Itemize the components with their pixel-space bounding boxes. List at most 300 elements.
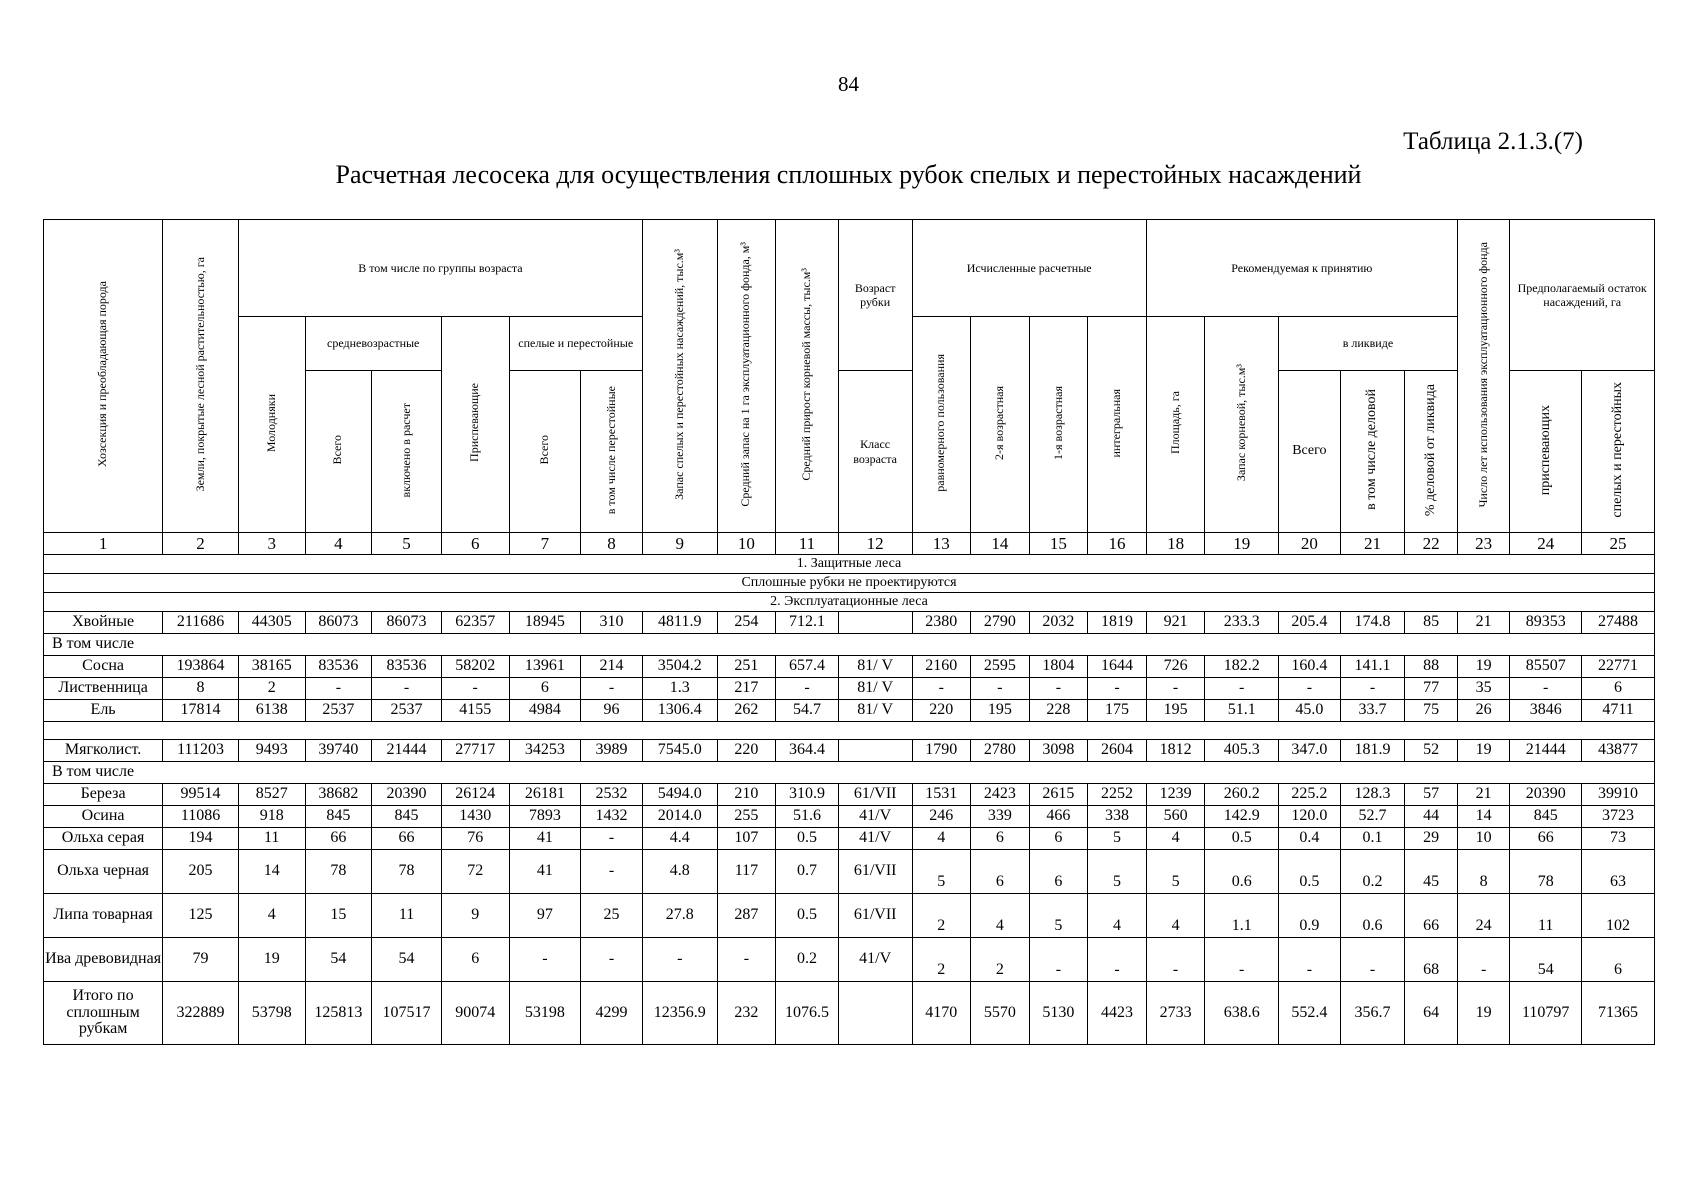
- table-cell: 78: [372, 850, 442, 894]
- section-no-clearcut: Сплошные рубки не проектируются: [44, 574, 1655, 593]
- column-number: 12: [838, 533, 912, 555]
- table-cell: 2733: [1146, 982, 1205, 1045]
- species-name: Мягколист.: [44, 740, 163, 762]
- table-cell: 405.3: [1205, 740, 1279, 762]
- table-cell: -: [305, 678, 372, 700]
- table-cell: 85: [1405, 612, 1458, 634]
- table-cell: 78: [1510, 850, 1582, 894]
- table-cell: 41/V: [838, 938, 912, 982]
- table-cell: 83536: [305, 656, 372, 678]
- header-recommended: Рекомендуемая к принятию: [1146, 220, 1457, 317]
- species-name: Сосна: [44, 656, 163, 678]
- table-cell: -: [1146, 678, 1205, 700]
- table-row: [44, 784, 1655, 806]
- table-cell: 3504.2: [642, 656, 717, 678]
- column-number: 1: [44, 533, 163, 555]
- header-col12: Класс возраста: [838, 371, 912, 533]
- section-protective: 1. Защитные леса: [44, 555, 1655, 574]
- table-cell: 251: [717, 656, 776, 678]
- table-cell: 18945: [509, 612, 581, 634]
- table-cell: 107: [717, 828, 776, 850]
- table-cell: 66: [1405, 894, 1458, 938]
- table-cell: 29: [1405, 828, 1458, 850]
- table-cell: 44: [1405, 806, 1458, 828]
- table-cell: 5130: [1029, 982, 1088, 1045]
- table-cell: -: [717, 938, 776, 982]
- table-cell: 0.2: [776, 938, 839, 982]
- table-cell: 110797: [1510, 982, 1582, 1045]
- table-cell: 5: [1088, 828, 1147, 850]
- table-cell: 24: [1457, 894, 1510, 938]
- table-cell: 0.7: [776, 850, 839, 894]
- table-cell: 0.5: [776, 894, 839, 938]
- table-cell: 38682: [305, 784, 372, 806]
- table-cell: -: [642, 938, 717, 982]
- table-row: [44, 806, 1655, 828]
- table-cell: [838, 982, 912, 1045]
- table-cell: 96: [581, 700, 643, 722]
- table-cell: 14: [238, 850, 305, 894]
- table-cell: 39740: [305, 740, 372, 762]
- table-cell: 310: [581, 612, 643, 634]
- header-col3: Молодняки: [238, 317, 305, 533]
- table-cell: 211686: [163, 612, 239, 634]
- table-cell: 2604: [1088, 740, 1147, 762]
- table-cell: 225.2: [1279, 784, 1341, 806]
- header-col20: Всего: [1279, 371, 1341, 533]
- table-cell: 921: [1146, 612, 1205, 634]
- table-cell: 21444: [372, 740, 442, 762]
- table-cell: 26181: [509, 784, 581, 806]
- species-name: Ель: [44, 700, 163, 722]
- table-cell: 4155: [441, 700, 509, 722]
- species-name: Ольха серая: [44, 828, 163, 850]
- table-cell: -: [1510, 678, 1582, 700]
- table-cell: 3989: [581, 740, 643, 762]
- table-row: [44, 828, 1655, 850]
- table-cell: 175: [1088, 700, 1147, 722]
- subheading-row: [44, 634, 1655, 656]
- header-col11: Средний прирост корневой массы, тыс.м³: [776, 220, 839, 533]
- table-cell: 195: [1146, 700, 1205, 722]
- table-header: [44, 220, 1655, 533]
- table-row: [44, 678, 1655, 700]
- table-row: [44, 700, 1655, 722]
- table-cell: 51.1: [1205, 700, 1279, 722]
- table-cell: 63: [1582, 850, 1655, 894]
- table-cell: 339: [971, 806, 1030, 828]
- column-number: 13: [912, 533, 971, 555]
- table-cell: 246: [912, 806, 971, 828]
- table-cell: 61/VII: [838, 784, 912, 806]
- table-cell: 13961: [509, 656, 581, 678]
- header-col13: равномерного пользования: [912, 317, 971, 533]
- table-cell: 66: [1510, 828, 1582, 850]
- column-number: 4: [305, 533, 372, 555]
- table-cell: 4: [912, 828, 971, 850]
- table-cell: 2532: [581, 784, 643, 806]
- table-cell: 845: [1510, 806, 1582, 828]
- table-cell: 233.3: [1205, 612, 1279, 634]
- table-cell: 79: [163, 938, 239, 982]
- table-cell: 22771: [1582, 656, 1655, 678]
- table-cell: 195: [971, 700, 1030, 722]
- table-cell: 27488: [1582, 612, 1655, 634]
- total-row: [44, 982, 1655, 1045]
- column-number: 6: [441, 533, 509, 555]
- header-col1: Хозсекция и преобладающая порода: [44, 220, 163, 533]
- table-cell: 0.5: [1205, 828, 1279, 850]
- table-cell: 2537: [372, 700, 442, 722]
- table-cell: 81/ V: [838, 700, 912, 722]
- header-col18: Площадь, га: [1146, 317, 1205, 533]
- table-cell: 89353: [1510, 612, 1582, 634]
- table-cell: -: [509, 938, 581, 982]
- table-cell: 8: [1457, 850, 1510, 894]
- column-number: 10: [717, 533, 776, 555]
- subheading-label: В том числе: [44, 634, 1655, 656]
- table-cell: 45: [1405, 850, 1458, 894]
- table-cell: 125: [163, 894, 239, 938]
- column-number: 3: [238, 533, 305, 555]
- table-cell: 75: [1405, 700, 1458, 722]
- table-cell: 78: [305, 850, 372, 894]
- table-cell: 86073: [305, 612, 372, 634]
- table-cell: 232: [717, 982, 776, 1045]
- table-cell: 5: [1146, 850, 1205, 894]
- table-cell: -: [1340, 678, 1405, 700]
- table-cell: 4: [1146, 894, 1205, 938]
- table-row: [44, 850, 1655, 894]
- table-cell: 2380: [912, 612, 971, 634]
- header-col10: Средний запас на 1 га эксплуатационного фонда, м³: [717, 220, 776, 533]
- section-row: [44, 593, 1655, 612]
- species-name: Итого по сплошным рубкам: [44, 982, 163, 1045]
- table-row: [44, 656, 1655, 678]
- table-cell: -: [1029, 938, 1088, 982]
- table-cell: 322889: [163, 982, 239, 1045]
- table-cell: 41: [509, 828, 581, 850]
- table-cell: 73: [1582, 828, 1655, 850]
- table-row: [44, 612, 1655, 634]
- species-name: Береза: [44, 784, 163, 806]
- table-row: [44, 938, 1655, 982]
- table-cell: 54: [372, 938, 442, 982]
- subheading-row: [44, 762, 1655, 784]
- table-cell: 107517: [372, 982, 442, 1045]
- table-cell: 3098: [1029, 740, 1088, 762]
- table-cell: 52: [1405, 740, 1458, 762]
- header-col16: интегральная: [1088, 317, 1147, 533]
- header-group-age: В том числе по группы возраста: [238, 220, 642, 317]
- table-cell: 4711: [1582, 700, 1655, 722]
- table-cell: 26124: [441, 784, 509, 806]
- table-cell: 117: [717, 850, 776, 894]
- table-cell: -: [1457, 938, 1510, 982]
- table-cell: 19: [238, 938, 305, 982]
- table-cell: 0.2: [1340, 850, 1405, 894]
- table-cell: 2014.0: [642, 806, 717, 828]
- table-cell: 845: [372, 806, 442, 828]
- table-cell: 125813: [305, 982, 372, 1045]
- table-cell: 174.8: [1340, 612, 1405, 634]
- table-cell: 57: [1405, 784, 1458, 806]
- table-cell: 5494.0: [642, 784, 717, 806]
- table-cell: 4811.9: [642, 612, 717, 634]
- species-name: Ива древовидная: [44, 938, 163, 982]
- table-cell: 2: [912, 894, 971, 938]
- table-cell: 310.9: [776, 784, 839, 806]
- table-cell: 466: [1029, 806, 1088, 828]
- table-cell: 552.4: [1279, 982, 1341, 1045]
- table-cell: -: [776, 678, 839, 700]
- table-cell: 86073: [372, 612, 442, 634]
- table-cell: 5: [1088, 850, 1147, 894]
- table-cell: 58202: [441, 656, 509, 678]
- column-number: 16: [1088, 533, 1147, 555]
- table-cell: 5: [912, 850, 971, 894]
- table-cell: 0.5: [1279, 850, 1341, 894]
- table-cell: 120.0: [1279, 806, 1341, 828]
- table-cell: 1076.5: [776, 982, 839, 1045]
- table-cell: 25: [581, 894, 643, 938]
- table-cell: 6: [1582, 938, 1655, 982]
- section-row: [44, 574, 1655, 593]
- table-cell: -: [441, 678, 509, 700]
- table-cell: 66: [305, 828, 372, 850]
- header-col8: в том числе перестойные: [581, 371, 643, 533]
- table-cell: 4299: [581, 982, 643, 1045]
- table-cell: 6: [971, 850, 1030, 894]
- table-cell: 255: [717, 806, 776, 828]
- table-cell: 21444: [1510, 740, 1582, 762]
- table-cell: 53798: [238, 982, 305, 1045]
- column-number: 9: [642, 533, 717, 555]
- table-cell: 2615: [1029, 784, 1088, 806]
- column-number: 18: [1146, 533, 1205, 555]
- table-cell: 657.4: [776, 656, 839, 678]
- table-cell: 1644: [1088, 656, 1147, 678]
- table-cell: 64: [1405, 982, 1458, 1045]
- column-number: 19: [1205, 533, 1279, 555]
- table-cell: -: [1146, 938, 1205, 982]
- table-cell: 41/V: [838, 806, 912, 828]
- table-cell: 347.0: [1279, 740, 1341, 762]
- table-cell: 102: [1582, 894, 1655, 938]
- species-name: Лиственница: [44, 678, 163, 700]
- column-number: 8: [581, 533, 643, 555]
- table-cell: -: [1029, 678, 1088, 700]
- table-cell: 2423: [971, 784, 1030, 806]
- table-label: Таблица 2.1.3.(7): [1403, 128, 1583, 155]
- table-cell: 2252: [1088, 784, 1147, 806]
- table-cell: 712.1: [776, 612, 839, 634]
- table-cell: 111203: [163, 740, 239, 762]
- column-number: 20: [1279, 533, 1341, 555]
- table-cell: 20390: [1510, 784, 1582, 806]
- table-cell: 1430: [441, 806, 509, 828]
- species-name: Ольха черная: [44, 850, 163, 894]
- table-cell: 8: [163, 678, 239, 700]
- table-cell: 41/V: [838, 828, 912, 850]
- header-col7: Всего: [509, 371, 581, 533]
- table-cell: 2: [971, 938, 1030, 982]
- table-cell: 1804: [1029, 656, 1088, 678]
- table-cell: -: [1088, 678, 1147, 700]
- table-cell: 4: [238, 894, 305, 938]
- table-cell: -: [1279, 938, 1341, 982]
- table-cell: 2595: [971, 656, 1030, 678]
- header-col25: спелых и перестойных: [1582, 371, 1655, 533]
- table-cell: 726: [1146, 656, 1205, 678]
- table-cell: 66: [372, 828, 442, 850]
- table-cell: 5570: [971, 982, 1030, 1045]
- table-cell: 260.2: [1205, 784, 1279, 806]
- table-cell: 7545.0: [642, 740, 717, 762]
- table-cell: 1432: [581, 806, 643, 828]
- table-cell: 10: [1457, 828, 1510, 850]
- header-col24: приспевающих: [1510, 371, 1582, 533]
- table-cell: 1306.4: [642, 700, 717, 722]
- table-cell: 220: [717, 740, 776, 762]
- table-cell: 17814: [163, 700, 239, 722]
- table-cell: 356.7: [1340, 982, 1405, 1045]
- table-cell: 54.7: [776, 700, 839, 722]
- header-mature: спелые и перестойные: [509, 317, 642, 371]
- table-cell: 44305: [238, 612, 305, 634]
- table-cell: 918: [238, 806, 305, 828]
- table-cell: 26: [1457, 700, 1510, 722]
- table-cell: 90074: [441, 982, 509, 1045]
- header-col23: Число лет использования эксплуатационного фонда: [1457, 220, 1510, 533]
- table-cell: 214: [581, 656, 643, 678]
- table-cell: 52.7: [1340, 806, 1405, 828]
- table-cell: 53198: [509, 982, 581, 1045]
- header-col19: Запас корневой, тыс.м³: [1205, 317, 1279, 533]
- table-cell: 142.9: [1205, 806, 1279, 828]
- table-row: [44, 894, 1655, 938]
- table-cell: 19: [1457, 982, 1510, 1045]
- table-cell: -: [1340, 938, 1405, 982]
- table-cell: 2537: [305, 700, 372, 722]
- table-cell: 4: [1146, 828, 1205, 850]
- table-cell: 254: [717, 612, 776, 634]
- table-cell: -: [581, 850, 643, 894]
- column-number: 14: [971, 533, 1030, 555]
- table-cell: 19: [1457, 656, 1510, 678]
- header-calculated: Исчисленные расчетные: [912, 220, 1146, 317]
- table-cell: 2: [912, 938, 971, 982]
- header-col5: включено в расчет: [372, 371, 442, 533]
- header-col6: Приспевающие: [441, 317, 509, 533]
- table-cell: 4: [1088, 894, 1147, 938]
- header-col22: % деловой от ликвида: [1405, 371, 1458, 533]
- header-col9: Запас спелых и перестойных насаждений, тыс.м³: [642, 220, 717, 533]
- species-name: Осина: [44, 806, 163, 828]
- column-number: 22: [1405, 533, 1458, 555]
- table-cell: 54: [305, 938, 372, 982]
- table-cell: 11: [238, 828, 305, 850]
- table-cell: 1.3: [642, 678, 717, 700]
- table-cell: 35: [1457, 678, 1510, 700]
- column-number: 24: [1510, 533, 1582, 555]
- table-cell: 71365: [1582, 982, 1655, 1045]
- column-number: 11: [776, 533, 839, 555]
- table-cell: 262: [717, 700, 776, 722]
- spacer-row: [44, 722, 1655, 740]
- table-cell: -: [581, 828, 643, 850]
- table-cell: 8527: [238, 784, 305, 806]
- table-cell: -: [1279, 678, 1341, 700]
- table-cell: 4.4: [642, 828, 717, 850]
- table-cell: -: [581, 938, 643, 982]
- table-cell: 11086: [163, 806, 239, 828]
- table-cell: 62357: [441, 612, 509, 634]
- table-cell: 0.5: [776, 828, 839, 850]
- section-row: [44, 555, 1655, 574]
- table-cell: 5: [1029, 894, 1088, 938]
- table-cell: 72: [441, 850, 509, 894]
- table-cell: 6: [441, 938, 509, 982]
- spacer-cell: [44, 722, 1655, 740]
- table-cell: -: [1088, 938, 1147, 982]
- table-cell: 1531: [912, 784, 971, 806]
- table-cell: 160.4: [1279, 656, 1341, 678]
- table-cell: 1790: [912, 740, 971, 762]
- table-cell: 61/VII: [838, 894, 912, 938]
- table-cell: -: [971, 678, 1030, 700]
- table-cell: 1239: [1146, 784, 1205, 806]
- table-cell: 7893: [509, 806, 581, 828]
- column-number: 25: [1582, 533, 1655, 555]
- table-cell: 128.3: [1340, 784, 1405, 806]
- header-remaining: Предполагаемый остаток насаждений, га: [1510, 220, 1655, 371]
- table-cell: -: [581, 678, 643, 700]
- table-cell: 14: [1457, 806, 1510, 828]
- table-cell: 12356.9: [642, 982, 717, 1045]
- table-cell: 83536: [372, 656, 442, 678]
- table-cell: 15: [305, 894, 372, 938]
- column-number: 2: [163, 533, 239, 555]
- table-cell: 228: [1029, 700, 1088, 722]
- table-cell: -: [1205, 678, 1279, 700]
- table-cell: 141.1: [1340, 656, 1405, 678]
- table-cell: 76: [441, 828, 509, 850]
- column-number: 7: [509, 533, 581, 555]
- table-cell: 6: [1582, 678, 1655, 700]
- table-cell: 338: [1088, 806, 1147, 828]
- table-body: [44, 533, 1655, 1045]
- table-cell: 4: [971, 894, 1030, 938]
- table-cell: 20390: [372, 784, 442, 806]
- table-cell: 61/VII: [838, 850, 912, 894]
- table-cell: 2780: [971, 740, 1030, 762]
- table-cell: 81/ V: [838, 678, 912, 700]
- table-cell: 6: [1029, 850, 1088, 894]
- table-cell: 220: [912, 700, 971, 722]
- table-cell: 0.9: [1279, 894, 1341, 938]
- page-number: 84: [838, 72, 859, 96]
- table-cell: -: [1205, 938, 1279, 982]
- table-cell: 6: [509, 678, 581, 700]
- table-cell: 38165: [238, 656, 305, 678]
- table-cell: 1819: [1088, 612, 1147, 634]
- table-cell: [838, 612, 912, 634]
- table-cell: 27717: [441, 740, 509, 762]
- column-number-row: [44, 533, 1655, 555]
- section-operational: 2. Эксплуатационные леса: [44, 593, 1655, 612]
- header-col4: Всего: [305, 371, 372, 533]
